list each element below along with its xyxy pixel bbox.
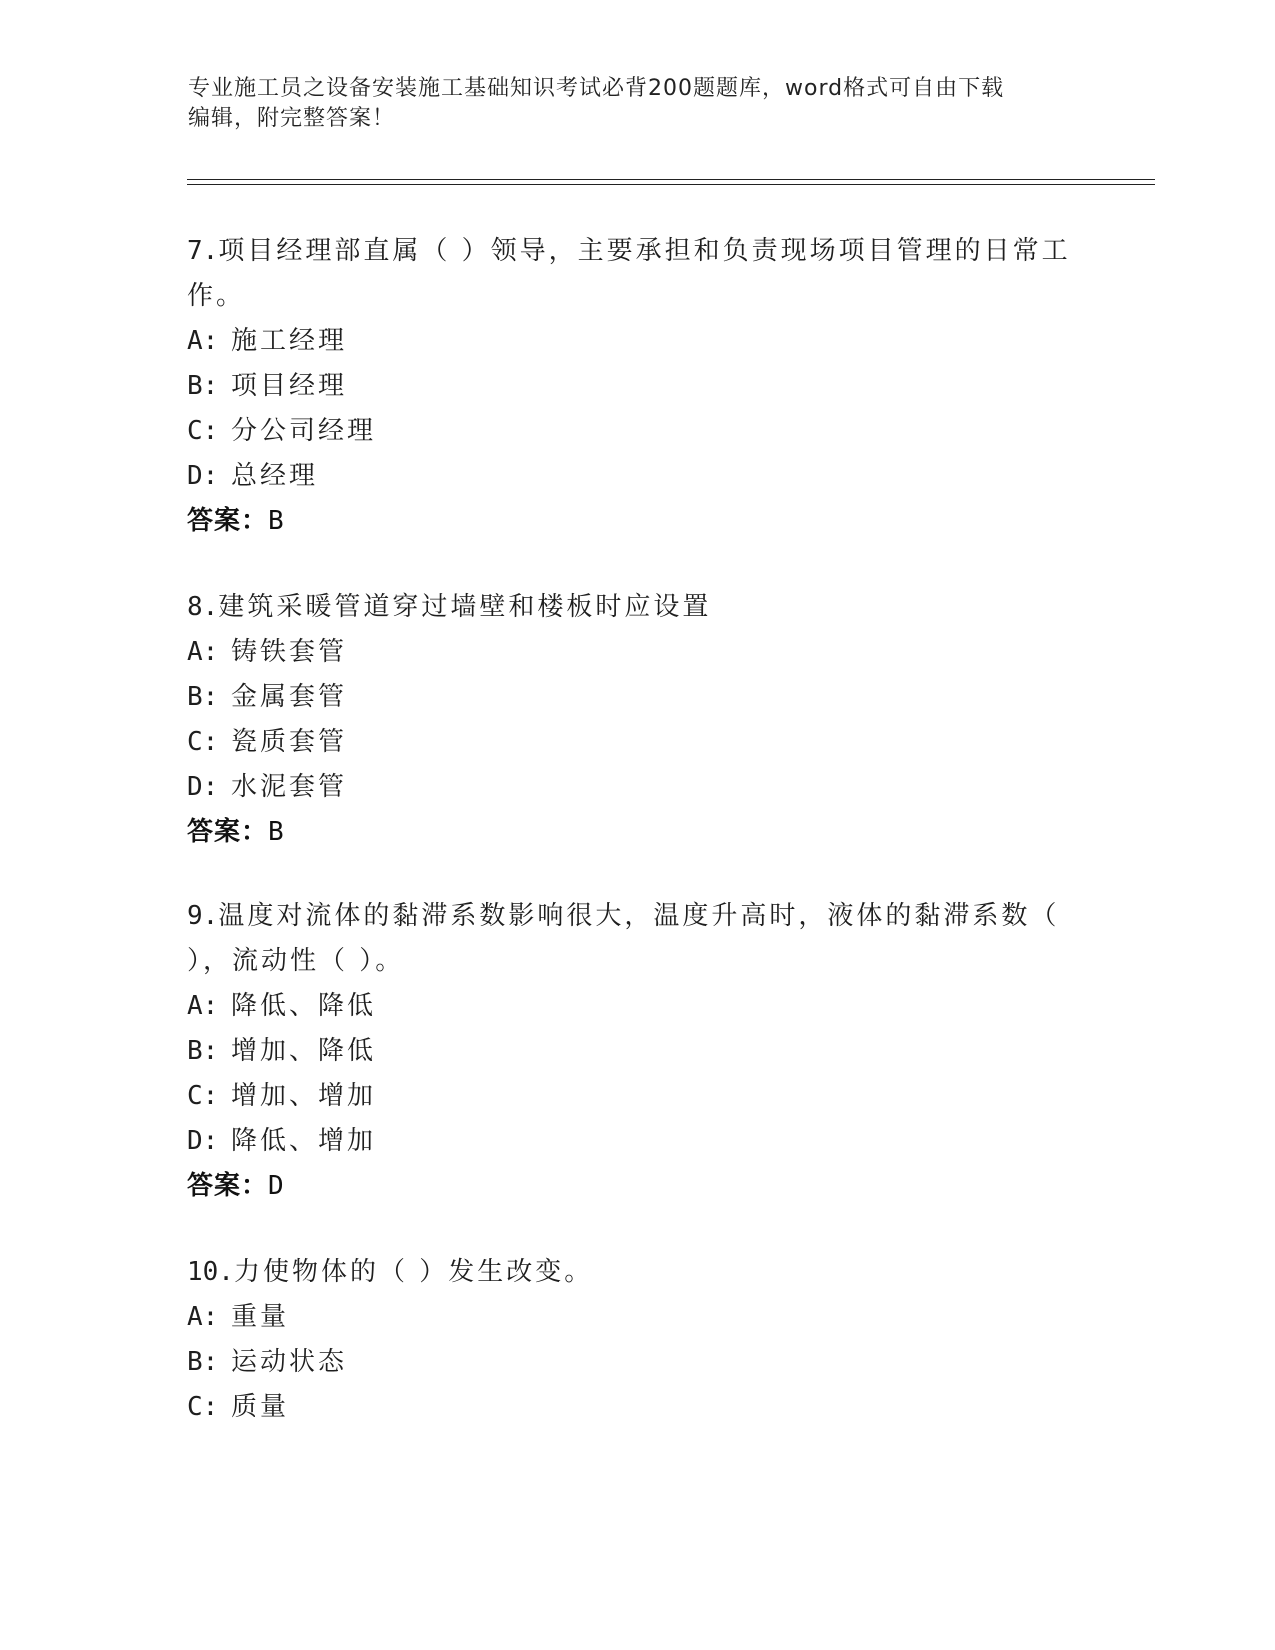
option-key: C: [187, 416, 219, 446]
option-c [187, 720, 1087, 765]
option-text: 金属套管 [231, 682, 348, 712]
option-a [187, 1295, 1087, 1340]
option-text: 施工经理 [231, 326, 348, 356]
option-key: A: [187, 326, 219, 356]
answer-label: 答案： [187, 817, 269, 847]
option-text: 运动状态 [231, 1347, 348, 1377]
header-line-2: 编辑，附完整答案！ [188, 106, 396, 131]
option-text: 分公司经理 [231, 416, 377, 446]
question-number: 8. [187, 592, 219, 622]
question-text-line-1: 温度对流体的黏滞系数影响很大，温度升高时，液体的黏滞系数（ [218, 901, 1060, 931]
option-b [187, 675, 1087, 720]
option-text: 项目经理 [231, 371, 348, 401]
question-number: 7. [187, 236, 219, 266]
question-9 [187, 894, 1087, 1209]
option-d [187, 1119, 1087, 1164]
question-number: 9. [187, 901, 219, 931]
option-key: D: [187, 461, 219, 491]
option-a [187, 984, 1087, 1029]
question-text-line-2: 作。 [187, 281, 246, 311]
option-text: 降低、增加 [231, 1126, 377, 1156]
question-text [187, 894, 1087, 939]
option-text: 增加、降低 [231, 1036, 377, 1066]
option-a [187, 319, 1087, 364]
option-c [187, 409, 1087, 454]
option-key: B: [187, 1347, 219, 1377]
option-text: 水泥套管 [231, 772, 348, 802]
header-line-1: 专业施工员之设备安装施工基础知识考试必背200题题库，word格式可自由下载 [188, 76, 1005, 101]
option-text: 重量 [231, 1302, 290, 1332]
option-d [187, 765, 1087, 810]
option-text: 总经理 [231, 461, 319, 491]
option-text: 增加、增加 [231, 1081, 377, 1111]
answer [187, 810, 1087, 855]
option-c [187, 1385, 1087, 1430]
document-header [188, 74, 1068, 134]
option-key: D: [187, 772, 219, 802]
question-text-line-1: 建筑采暖管道穿过墙壁和楼板时应设置 [218, 592, 712, 622]
option-key: B: [187, 1036, 219, 1066]
option-b [187, 1340, 1087, 1385]
question-text [187, 585, 1087, 630]
answer-value: B [268, 817, 285, 847]
question-text-line-1: 项目经理部直属（ ）领导，主要承担和负责现场项目管理的日常工 [218, 236, 1071, 266]
option-text: 降低、降低 [231, 991, 377, 1021]
question-text [187, 1250, 1087, 1295]
option-key: A: [187, 637, 219, 667]
question-text-line-2: ），流动性（ ）。 [187, 946, 405, 976]
option-text: 质量 [231, 1392, 290, 1422]
option-key: A: [187, 991, 219, 1021]
question-8 [187, 585, 1087, 855]
question-10 [187, 1250, 1087, 1430]
question-text-line-1: 力使物体的（ ）发生改变。 [233, 1257, 594, 1287]
option-key: C: [187, 1392, 219, 1422]
answer-label: 答案： [187, 506, 269, 536]
answer [187, 499, 1087, 544]
option-key: B: [187, 371, 219, 401]
option-key: A: [187, 1302, 219, 1332]
option-a [187, 630, 1087, 675]
option-b [187, 364, 1087, 409]
option-d [187, 454, 1087, 499]
option-c [187, 1074, 1087, 1119]
option-b [187, 1029, 1087, 1074]
question-7 [187, 229, 1087, 544]
header-divider-bottom [187, 184, 1155, 185]
answer-value: B [268, 506, 285, 536]
header-divider-top [187, 179, 1155, 180]
option-key: B: [187, 682, 219, 712]
question-number: 10. [187, 1257, 234, 1287]
answer-value: D [268, 1171, 285, 1201]
option-key: D: [187, 1126, 219, 1156]
option-text: 瓷质套管 [231, 727, 348, 757]
option-text: 铸铁套管 [231, 637, 348, 667]
option-key: C: [187, 727, 219, 757]
answer [187, 1164, 1087, 1209]
answer-label: 答案： [187, 1171, 269, 1201]
question-text [187, 229, 1087, 274]
option-key: C: [187, 1081, 219, 1111]
